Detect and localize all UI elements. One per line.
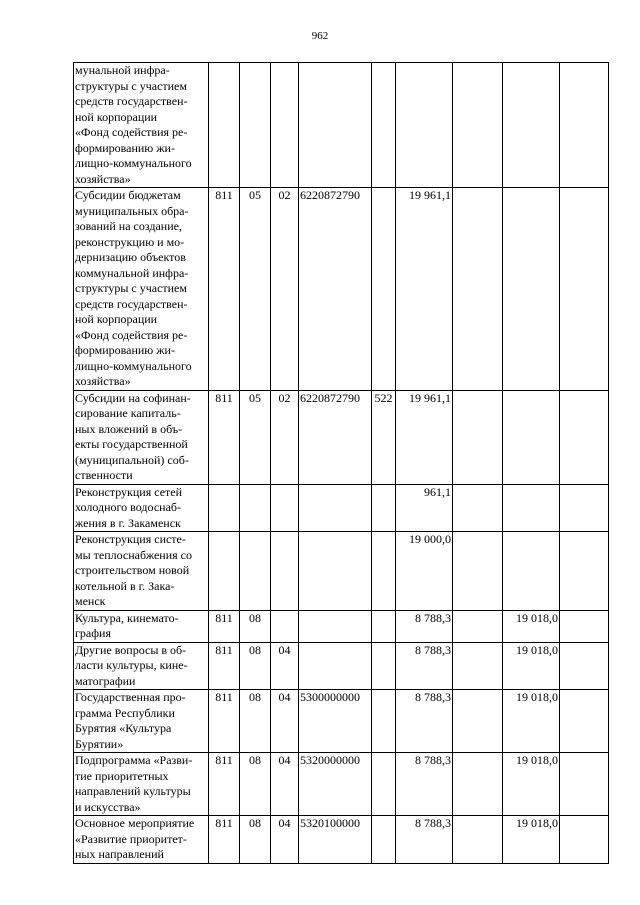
target-article-cell: 5320100000 xyxy=(299,816,372,864)
amount-4-cell xyxy=(560,63,609,188)
subsection-cell: 04 xyxy=(271,690,299,753)
amount-1-cell xyxy=(396,63,453,188)
expense-type-cell: 522 xyxy=(372,390,396,484)
page-number: 962 xyxy=(311,30,329,42)
amount-2-cell xyxy=(453,188,503,391)
grbs-cell: 811 xyxy=(209,690,240,753)
row-name-cell: мунальной инфра- структуры с участием средств государствен- ной корпорации «Фонд содействия ре- формированию жи- лищно-коммунального хозяйства» xyxy=(74,63,209,188)
section-cell xyxy=(240,532,271,611)
grbs-cell: 811 xyxy=(209,753,240,816)
amount-2-cell xyxy=(453,63,503,188)
amount-1-cell: 8 788,3 xyxy=(396,690,453,753)
subsection-cell xyxy=(271,484,299,532)
section-cell: 08 xyxy=(240,642,271,690)
section-cell xyxy=(240,63,271,188)
table-row xyxy=(74,642,609,690)
amount-1-cell: 19 961,1 xyxy=(396,188,453,391)
row-name-cell: Другие вопросы в об- ласти культуры, кине- матографии xyxy=(74,642,209,690)
amount-2-cell xyxy=(453,690,503,753)
section-cell xyxy=(240,484,271,532)
amount-1-cell: 8 788,3 xyxy=(396,816,453,864)
amount-3-cell xyxy=(503,63,560,188)
subsection-cell xyxy=(271,532,299,611)
amount-1-cell: 19 961,1 xyxy=(396,390,453,484)
amount-4-cell xyxy=(560,390,609,484)
amount-1-cell: 19 000,0 xyxy=(396,532,453,611)
amount-4-cell xyxy=(560,642,609,690)
amount-4-cell xyxy=(560,532,609,611)
amount-2-cell xyxy=(453,484,503,532)
row-name-cell: Государственная про- грамма Республики Бурятия «Культура Бурятии» xyxy=(74,690,209,753)
amount-1-cell: 8 788,3 xyxy=(396,610,453,642)
target-article-cell: 6220872790 xyxy=(299,188,372,391)
subsection-cell xyxy=(271,610,299,642)
row-name-cell: Реконструкция систе- мы теплоснабжения со строительством новой котельной в г. Зака- менск xyxy=(74,532,209,611)
expense-type-cell xyxy=(372,188,396,391)
table-row xyxy=(74,484,609,532)
grbs-cell: 811 xyxy=(209,642,240,690)
row-name-cell: Основное мероприятие «Развитие приоритет- ных направлений xyxy=(74,816,209,864)
expense-type-cell xyxy=(372,816,396,864)
section-cell: 08 xyxy=(240,690,271,753)
expense-type-cell xyxy=(372,63,396,188)
table-row xyxy=(74,753,609,816)
amount-3-cell xyxy=(503,390,560,484)
target-article-cell xyxy=(299,532,372,611)
table-row xyxy=(74,188,609,391)
row-name-cell: Культура, кинемато- графия xyxy=(74,610,209,642)
grbs-cell: 811 xyxy=(209,610,240,642)
amount-4-cell xyxy=(560,484,609,532)
amount-3-cell xyxy=(503,532,560,611)
expense-type-cell xyxy=(372,610,396,642)
amount-2-cell xyxy=(453,642,503,690)
amount-2-cell xyxy=(453,816,503,864)
grbs-cell: 811 xyxy=(209,188,240,391)
subsection-cell: 04 xyxy=(271,816,299,864)
amount-2-cell xyxy=(453,610,503,642)
target-article-cell xyxy=(299,610,372,642)
amount-3-cell: 19 018,0 xyxy=(503,610,560,642)
subsection-cell: 02 xyxy=(271,390,299,484)
amount-3-cell xyxy=(503,188,560,391)
amount-3-cell xyxy=(503,484,560,532)
table-row xyxy=(74,390,609,484)
section-cell: 05 xyxy=(240,390,271,484)
row-name-cell: Подпрограмма «Разви- тие приоритетных направлений культуры и искусства» xyxy=(74,753,209,816)
amount-4-cell xyxy=(560,188,609,391)
row-name-cell: Субсидии бюджетам муниципальных обра- зований на создание, реконструкцию и мо- дернизацию объектов коммунальной инфра- структуры с участием средств государствен- ной корпорации «Фонд содействия ре- формированию жи- лищно-коммунального хозяйства» xyxy=(74,188,209,391)
expense-type-cell xyxy=(372,642,396,690)
section-cell: 05 xyxy=(240,188,271,391)
budget-table xyxy=(73,62,609,864)
target-article-cell xyxy=(299,484,372,532)
target-article-cell: 5300000000 xyxy=(299,690,372,753)
grbs-cell: 811 xyxy=(209,816,240,864)
target-article-cell: 6220872790 xyxy=(299,390,372,484)
row-name-cell: Реконструкция сетей холодного водоснаб- жения в г. Закаменск xyxy=(74,484,209,532)
section-cell: 08 xyxy=(240,610,271,642)
amount-2-cell xyxy=(453,532,503,611)
amount-1-cell: 8 788,3 xyxy=(396,642,453,690)
expense-type-cell xyxy=(372,690,396,753)
subsection-cell xyxy=(271,63,299,188)
amount-1-cell: 8 788,3 xyxy=(396,753,453,816)
target-article-cell: 5320000000 xyxy=(299,753,372,816)
amount-4-cell xyxy=(560,753,609,816)
grbs-cell xyxy=(209,484,240,532)
expense-type-cell xyxy=(372,532,396,611)
amount-1-cell: 961,1 xyxy=(396,484,453,532)
amount-3-cell: 19 018,0 xyxy=(503,753,560,816)
grbs-cell xyxy=(209,532,240,611)
section-cell: 08 xyxy=(240,753,271,816)
amount-3-cell: 19 018,0 xyxy=(503,690,560,753)
table-row xyxy=(74,610,609,642)
target-article-cell xyxy=(299,642,372,690)
amount-4-cell xyxy=(560,690,609,753)
table-row xyxy=(74,690,609,753)
grbs-cell xyxy=(209,63,240,188)
subsection-cell: 04 xyxy=(271,642,299,690)
amount-3-cell: 19 018,0 xyxy=(503,642,560,690)
subsection-cell: 04 xyxy=(271,753,299,816)
amount-4-cell xyxy=(560,816,609,864)
subsection-cell: 02 xyxy=(271,188,299,391)
amount-3-cell: 19 018,0 xyxy=(503,816,560,864)
section-cell: 08 xyxy=(240,816,271,864)
table-row xyxy=(74,63,609,188)
target-article-cell xyxy=(299,63,372,188)
expense-type-cell xyxy=(372,484,396,532)
amount-2-cell xyxy=(453,390,503,484)
amount-2-cell xyxy=(453,753,503,816)
expense-type-cell xyxy=(372,753,396,816)
amount-4-cell xyxy=(560,610,609,642)
table-row xyxy=(74,532,609,611)
row-name-cell: Субсидии на софинан- сирование капиталь- ных вложений в объ- екты государственной (муниципальной) соб- ственности xyxy=(74,390,209,484)
grbs-cell: 811 xyxy=(209,390,240,484)
table-row xyxy=(74,816,609,864)
